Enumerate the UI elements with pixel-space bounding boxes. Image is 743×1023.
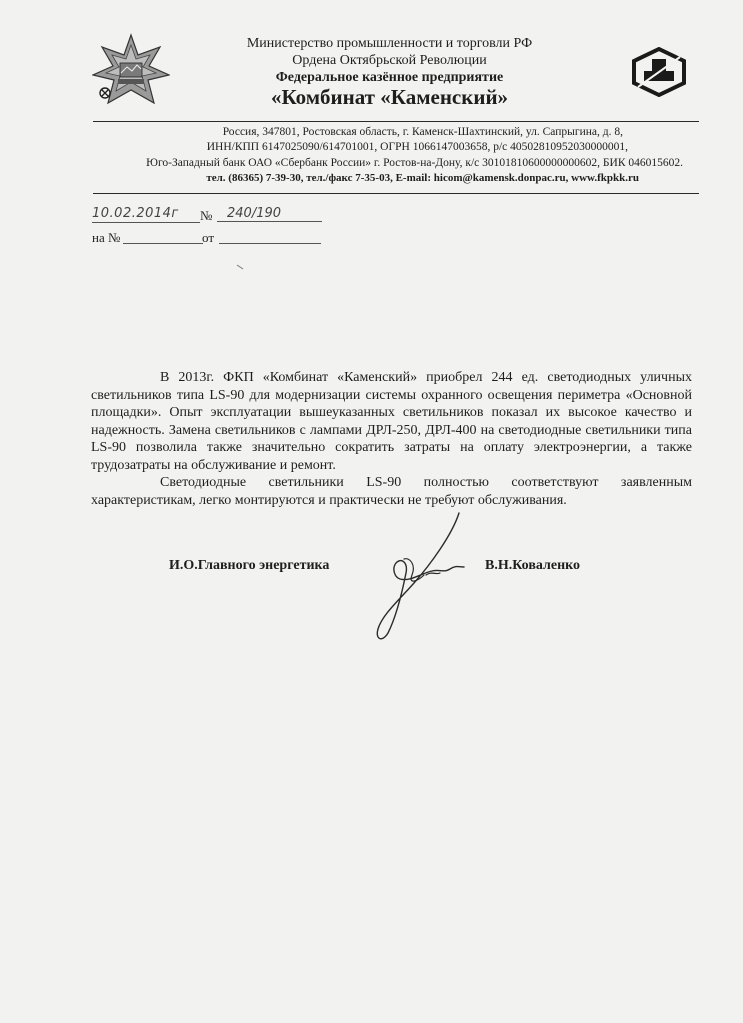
signatory-title: И.О.Главного энергетика — [169, 558, 330, 573]
pen-tick-mark — [236, 264, 244, 270]
ministry-line: Министерство промышленности и торговли РФ — [246, 36, 533, 51]
outgoing-date-field: 10.02.2014г — [92, 206, 200, 223]
ref-date-blank — [219, 243, 321, 244]
address-divider — [93, 193, 699, 194]
ref-number-blank — [123, 243, 203, 244]
body-paragraph: В 2013г. ФКП «Комбинат «Каменский» приобрел 244 ед. светодиодных уличных светильников типа LS-90 для модернизации системы охранного освещения периметра «Основной площадки». Опыт эксплуатации вышеуказанных светильников показал их высокое качество и надежность. Замена светильников с лампами ДРЛ-250, ДРЛ-400 на светодиодные светильники типа LS-90 позволила также значительно сократить затраты на оплату электроэнергии, а также трудозатраты на обслуживание и ремонт. — [91, 370, 692, 473]
tax-ids-line: ИНН/КПП 6147025090/614701001, ОГРН 1066147003658, р/с 40502810952030000001, — [206, 141, 628, 153]
letter-body — [91, 369, 692, 509]
signatory-name: В.Н.Коваленко — [485, 558, 581, 573]
company-name: «Комбинат «Каменский» — [270, 85, 509, 109]
ref-date-label: от — [202, 230, 215, 245]
reference-row — [92, 230, 332, 246]
header-divider — [93, 121, 699, 122]
handwritten-signature — [352, 505, 492, 655]
number-label: № — [200, 208, 213, 223]
address-line: Россия, 347801, Ростовская область, г. Каменск-Шахтинский, ул. Сапрыгина, д. 8, — [222, 126, 623, 138]
outgoing-number-field: 240/190 — [217, 206, 322, 222]
body-paragraph: Светодиодные светильники LS-90 полностью соответствуют заявленным характеристикам, легко монтируются и практически не требуют обслуживания. — [91, 475, 692, 508]
contacts-line: тел. (86365) 7-39-30, тел./факс 7-35-03, E-mail: hicom@kamensk.donpac.ru, www.fkpkk.ru — [206, 172, 639, 184]
bank-line: Юго-Западный банк ОАО «Сбербанк России» г. Ростов-на-Дону, к/с 30101810600000000602, БИК 046015602. — [146, 157, 683, 169]
ref-number-label: на № — [92, 230, 121, 245]
enterprise-type: Федеральное казённое предприятие — [275, 70, 504, 85]
order-line: Ордена Октябрьской Революции — [292, 53, 487, 68]
